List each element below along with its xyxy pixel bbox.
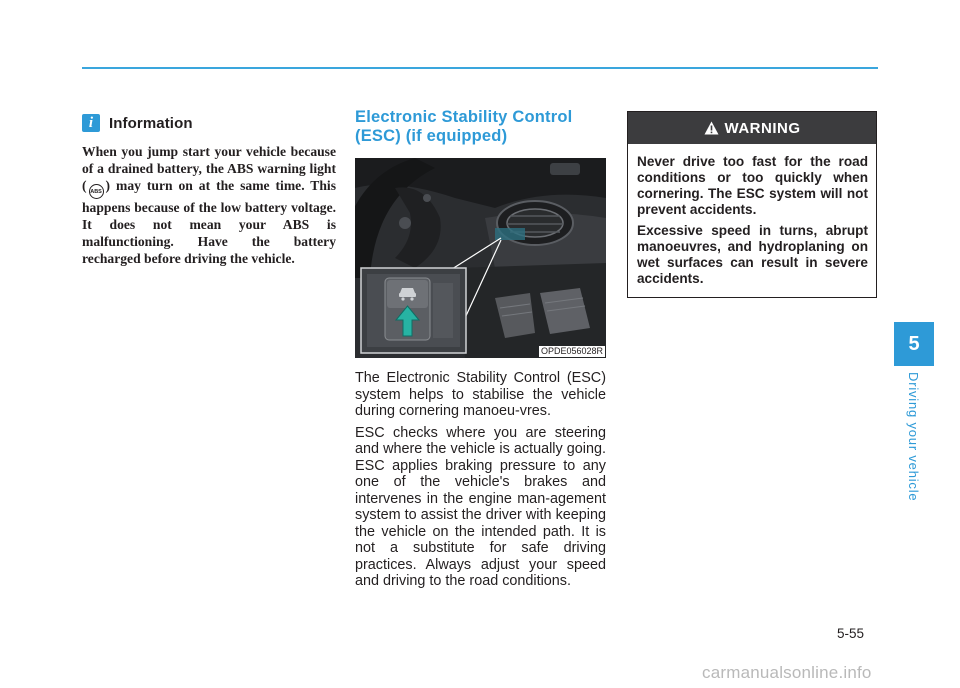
esc-section bbox=[355, 108, 606, 595]
warning-header bbox=[628, 112, 876, 144]
esc-paragraph: The Electronic Stability Control (ESC) system helps to stabilise the vehicle during cornering manoeu-vres. bbox=[355, 370, 606, 419]
esc-paragraph: ESC checks where you are steering and where the vehicle is actually going. ESC applies braking pressure to any one of the vehicle's brakes and intervenes in the engine man-agement system to assist the driver with keeping the vehicle on the intended path. It is not a substitute for safe driving practices. Always adjust your speed and driving to the road conditions. bbox=[355, 424, 606, 589]
esc-body bbox=[355, 370, 606, 590]
warning-paragraph: Never drive too fast for the road conditions or too quickly when cornering. The ESC system will not prevent accidents. bbox=[637, 154, 868, 217]
watermark: carmanualsonline.info bbox=[702, 663, 872, 682]
dashboard-illustration bbox=[355, 158, 606, 358]
information-title: Information bbox=[109, 114, 193, 132]
warning-title: WARNING bbox=[724, 119, 801, 137]
warning-triangle-icon bbox=[704, 121, 719, 135]
abs-warning-icon: ABS bbox=[89, 184, 104, 199]
page-number: 5-55 bbox=[837, 626, 865, 641]
information-box bbox=[82, 113, 336, 267]
info-icon: i bbox=[82, 114, 100, 132]
esc-button-photo bbox=[355, 158, 606, 358]
warning-paragraph: Excessive speed in turns, abrupt manoeuvres, and hydroplaning on wet surfaces can result in severe accidents. bbox=[637, 223, 868, 286]
warning-body bbox=[628, 144, 876, 297]
chapter-label: Driving your vehicle bbox=[906, 372, 921, 502]
warning-box bbox=[627, 111, 877, 298]
esc-section-title: Electronic Stability Control (ESC) (if equipped) bbox=[355, 108, 573, 145]
information-text-part-2: ) may turn on at the same time. This happens because of the low battery voltage. It does not mean your ABS is malfunctioning. Have the battery recharged before driving the vehicle. bbox=[82, 178, 336, 266]
image-code: OPDE056028R bbox=[540, 346, 603, 356]
header-rule bbox=[82, 67, 878, 69]
chapter-tab: 5 bbox=[894, 322, 934, 366]
information-text bbox=[82, 143, 336, 267]
information-header bbox=[82, 113, 336, 133]
information-text-part-1: When you jump start your vehicle because of a drained battery, the ABS warning light ( bbox=[82, 144, 336, 193]
